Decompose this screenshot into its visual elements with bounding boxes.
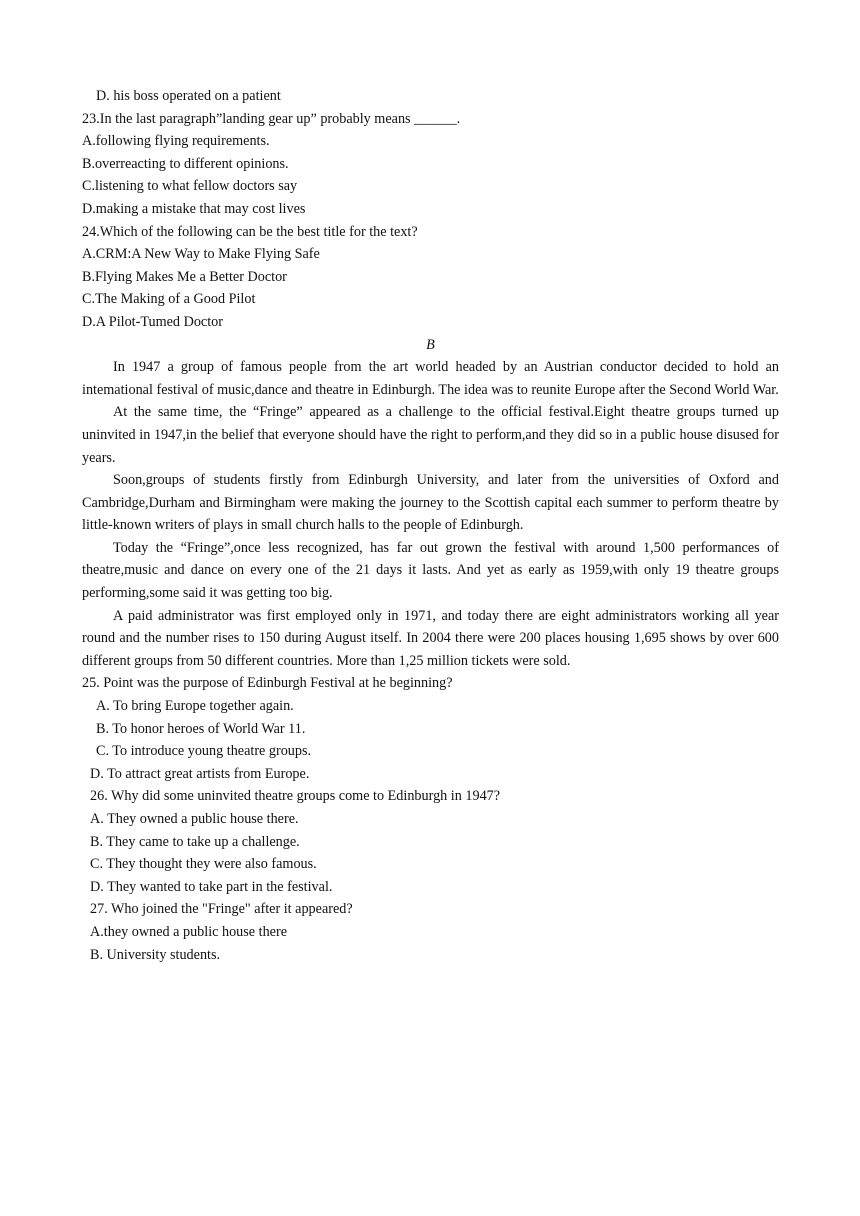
q25-option-d: D. To attract great artists from Europe. <box>90 765 310 782</box>
passage-paragraph-2: At the same time, the “Fringe” appeared as a challenge to the official festival.Eight theatre groups turned up uninvited in 1947,in the belief that everyone should have the right to perform,and they did so in a public house disused for years. <box>82 404 779 466</box>
q27-stem: 27. Who joined the "Fringe" after it appeared? <box>90 901 353 918</box>
q23-option-d: D.making a mistake that may cost lives <box>82 200 306 217</box>
q26-option-d: D. They wanted to take part in the festival. <box>90 878 333 895</box>
q24-option-b: B.Flying Makes Me a Better Doctor <box>82 268 287 285</box>
q26-option-a: A. They owned a public house there. <box>90 811 299 827</box>
q25-option-a: A. To bring Europe together again. <box>96 698 294 715</box>
q27-option-a: A.they owned a public house there <box>90 923 287 940</box>
passage-paragraph-1: In 1947 a group of famous people from the art world headed by an Austrian conductor decided to hold an intemational festival of music,dance and theatre in Edinburgh. The idea was to reunite Europe after the Second World War. <box>82 359 779 398</box>
q23-option-b: B.overreacting to different opinions. <box>82 155 289 172</box>
section-b-heading: B <box>426 336 435 353</box>
q22-option-d: D. his boss operated on a patient <box>96 88 281 104</box>
q25-option-b: B. To honor heroes of World War 11. <box>96 720 306 737</box>
q26-option-c: C. They thought they were also famous. <box>90 856 317 873</box>
q25-stem: 25. Point was the purpose of Edinburgh Festival at he beginning? <box>82 675 453 692</box>
q27-option-b: B. University students. <box>90 946 221 963</box>
passage-paragraph-5: A paid administrator was first employed only in 1971, and today there are eight administrators working all year round and the number rises to 150 during August itself. In 2004 there were 200 places housing 1,695 shows by over 600 different groups from 50 different countries. More than 1,25 million tickets were sold. <box>82 607 779 669</box>
q23-option-a: A.following flying requirements. <box>82 133 270 150</box>
q23-stem: 23.In the last paragraph”landing gear up” probably means ______. <box>82 110 461 127</box>
q23-option-c: C.listening to what fellow doctors say <box>82 178 298 195</box>
q24-option-a: A.CRM:A New Way to Make Flying Safe <box>82 246 320 263</box>
passage-paragraph-4: Today the “Fringe”,once less recognized, has far out grown the festival with around 1,500 performances of theatre,music and dance on every one of the 21 days it lasts. And yet as early as 1959,with only 19 theatre groups performing,some said it was getting too big. <box>82 539 779 602</box>
q24-stem: 24.Which of the following can be the best title for the text? <box>82 223 418 240</box>
passage-paragraph-3: Soon,groups of students firstly from Edinburgh University, and later from the universities of Oxford and Cambridge,Durham and Birmingham were making the journey to the Scottish capital each summer to perform theatre by little-known writers of plays in small church halls to the people of Edinburgh. <box>82 472 779 534</box>
q26-option-b: B. They came to take up a challenge. <box>90 833 300 850</box>
q24-option-c: C.The Making of a Good Pilot <box>82 291 256 308</box>
q24-option-d: D.A Pilot-Tumed Doctor <box>82 313 223 330</box>
document-page <box>82 85 779 966</box>
q26-stem: 26. Why did some uninvited theatre groups come to Edinburgh in 1947? <box>90 788 501 805</box>
q25-option-c: C. To introduce young theatre groups. <box>96 743 312 760</box>
